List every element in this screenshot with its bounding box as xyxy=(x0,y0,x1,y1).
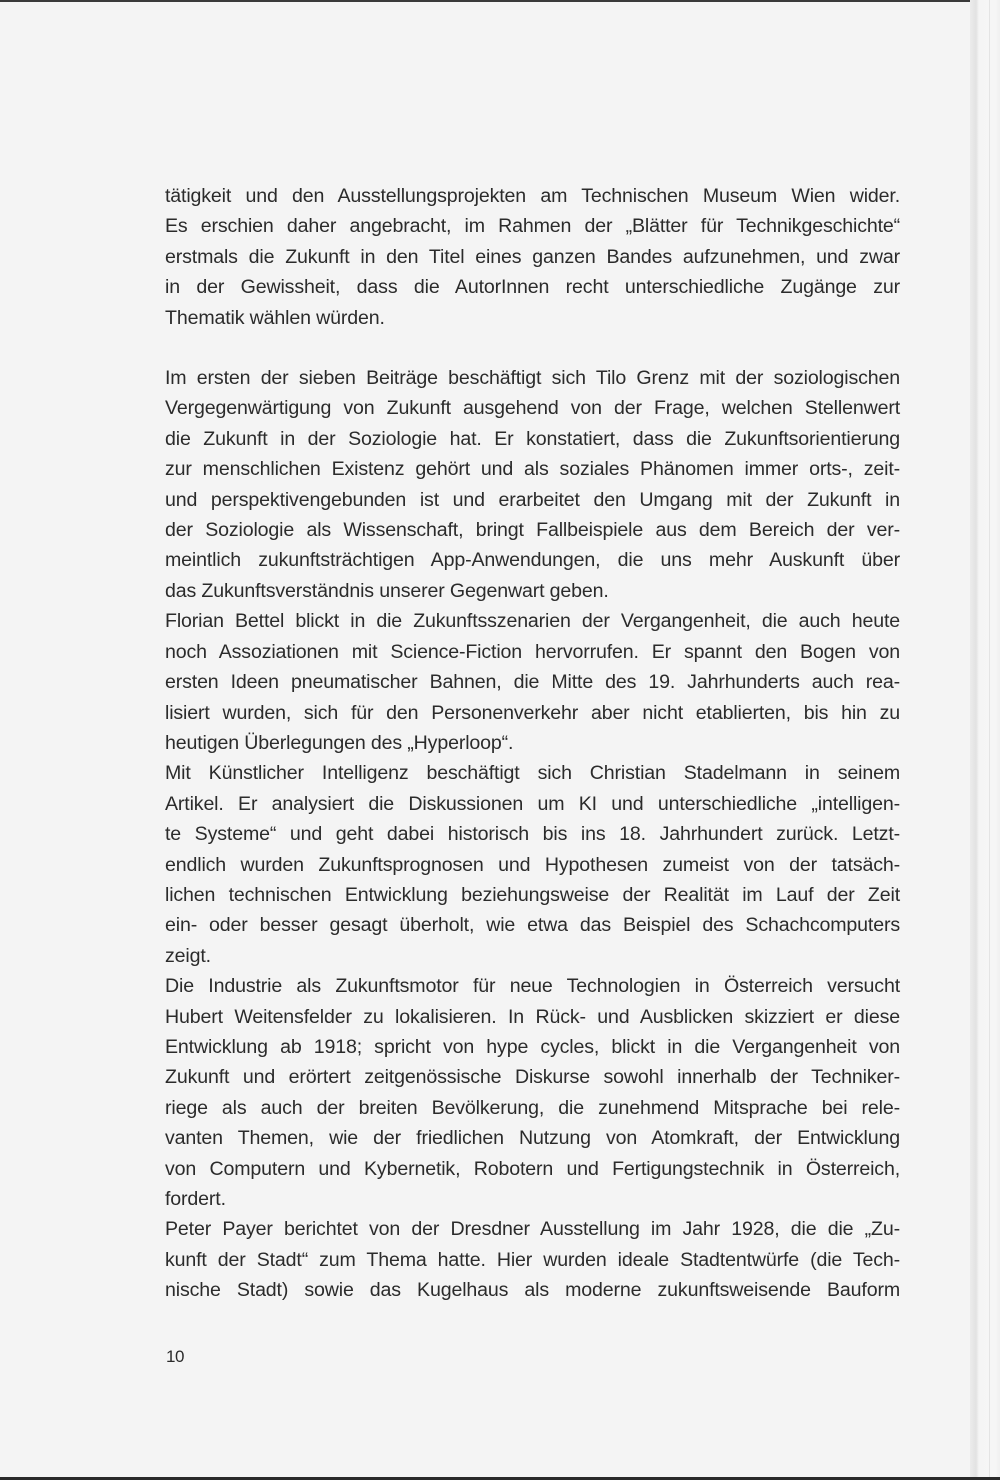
text-line: meintlich zukunftsträchtigen App-Anwendungen, die uns mehr Auskunft über xyxy=(165,549,900,572)
page-binding-edge xyxy=(970,0,1000,1478)
paragraph-intro xyxy=(165,181,900,333)
text-line: Es erschien daher angebracht, im Rahmen der „Blätter für Technikgeschichte“ xyxy=(165,215,900,238)
body-text xyxy=(165,181,900,1306)
paragraph-payer xyxy=(165,1214,900,1305)
text-line: der Soziologie als Wissenschaft, bringt Fallbeispiele aus dem Bereich der ver- xyxy=(165,519,900,542)
text-line: te Systeme“ und geht dabei historisch bis ins 18. Jahrhundert zurück. Letzt- xyxy=(165,823,900,846)
text-line: Die Industrie als Zukunftsmotor für neue Technologien in Österreich versucht xyxy=(165,975,900,998)
text-line: die Zukunft in der Soziologie hat. Er konstatiert, dass die Zukunftsorientierung xyxy=(165,427,900,450)
text-line: ein- oder besser gesagt überholt, wie etwa das Beispiel des Schachcomputers xyxy=(165,914,900,937)
text-line: Peter Payer berichtet von der Dresdner Ausstellung im Jahr 1928, die die „Zu- xyxy=(165,1218,900,1241)
text-line: noch Assoziationen mit Science-Fiction hervorrufen. Er spannt den Bogen von xyxy=(165,640,900,663)
text-line: Hubert Weitensfelder zu lokalisieren. In Rück- und Ausblicken skizziert er diese xyxy=(165,1005,900,1028)
paragraph-weitensfelder xyxy=(165,971,900,1214)
text-line: ersten Ideen pneumatischer Bahnen, die Mitte des 19. Jahrhunderts auch rea- xyxy=(165,671,900,694)
text-line: riege als auch der breiten Bevölkerung, die zunehmend Mitsprache bei rele- xyxy=(165,1096,900,1119)
paragraph-bettel xyxy=(165,606,900,758)
text-line: Thematik wählen würden. xyxy=(165,306,385,329)
text-line: Zukunft und erörtert zeitgenössische Diskurse sowohl innerhalb der Techniker- xyxy=(165,1066,900,1089)
text-line: kunft der Stadt“ zum Thema hatte. Hier wurden ideale Stadtentwürfe (die Tech- xyxy=(165,1248,900,1271)
text-line: lichen technischen Entwicklung beziehungsweise der Realität im Lauf der Zeit xyxy=(165,883,900,906)
text-line: Florian Bettel blickt in die Zukunftsszenarien der Vergangenheit, die auch heute xyxy=(165,610,900,633)
text-line: lisiert wurden, sich für den Personenverkehr aber nicht etablierten, bis hin zu xyxy=(165,701,900,724)
page-number: 10 xyxy=(166,1347,184,1366)
text-line: das Zukunftsverständnis unserer Gegenwart geben. xyxy=(165,579,609,602)
text-line: Im ersten der sieben Beiträge beschäftigt sich Tilo Grenz mit der soziologischen xyxy=(165,367,900,390)
text-line: und perspektivengebunden ist und erarbeitet den Umgang mit der Zukunft in xyxy=(165,488,900,511)
text-line: Mit Künstlicher Intelligenz beschäftigt sich Christian Stadelmann in seinem xyxy=(165,762,900,785)
text-line: in der Gewissheit, dass die AutorInnen recht unterschiedliche Zugänge zur xyxy=(165,276,900,299)
text-line: zur menschlichen Existenz gehört und als soziales Phänomen immer orts-, zeit- xyxy=(165,458,900,481)
text-line: Vergegenwärtigung von Zukunft ausgehend von der Frage, welchen Stellenwert xyxy=(165,397,900,420)
text-line: endlich wurden Zukunftsprognosen und Hypothesen zumeist von der tatsäch- xyxy=(165,853,900,876)
text-line: Artikel. Er analysiert die Diskussionen um KI und unterschiedliche „intelligen- xyxy=(165,792,900,815)
page-edge-line xyxy=(989,0,990,1478)
text-line: Entwicklung ab 1918; spricht von hype cycles, blickt in die Vergangenheit von xyxy=(165,1035,900,1058)
text-line: vanten Themen, wie der friedlichen Nutzung von Atomkraft, der Entwicklung xyxy=(165,1127,900,1150)
scan-top-border xyxy=(0,0,1000,2)
text-line: nische Stadt) sowie das Kugelhaus als moderne zukunftsweisende Bauform xyxy=(165,1279,900,1302)
text-line: heutigen Überlegungen des „Hyperloop“. xyxy=(165,731,514,754)
text-line: fordert. xyxy=(165,1188,226,1210)
text-line: tätigkeit und den Ausstellungsprojekten am Technischen Museum Wien wider. xyxy=(165,185,900,207)
text-line: zeigt. xyxy=(165,944,211,967)
text-line: erstmals die Zukunft in den Titel eines ganzen Bandes aufzunehmen, und zwar xyxy=(165,245,900,268)
paragraph-stadelmann xyxy=(165,758,900,971)
text-line: von Computern und Kybernetik, Robotern und Fertigungstechnik in Österreich, xyxy=(165,1157,900,1180)
paragraph-grenz xyxy=(165,363,900,606)
